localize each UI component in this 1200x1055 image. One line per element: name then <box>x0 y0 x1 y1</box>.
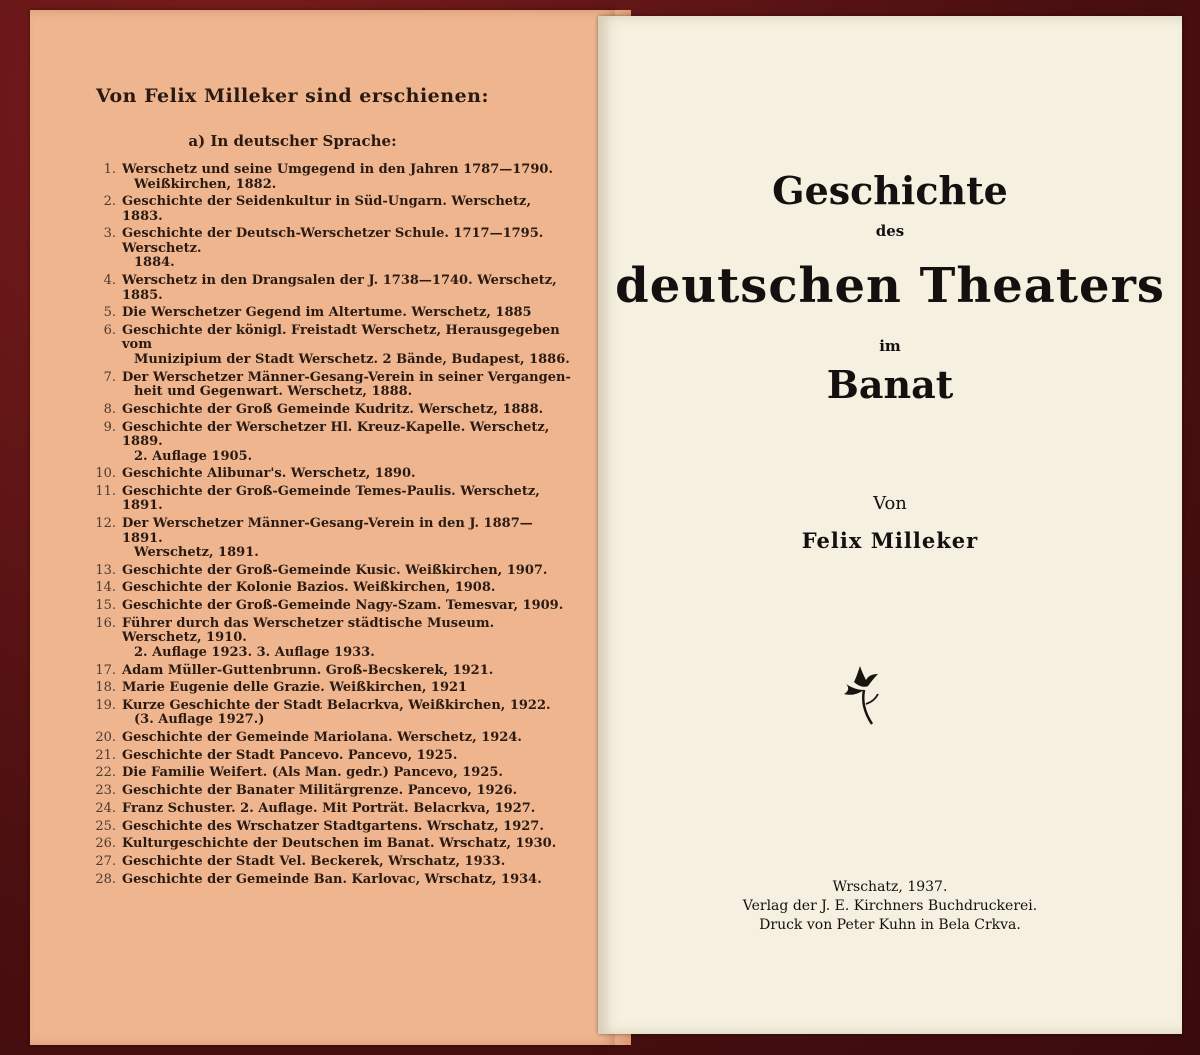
list-item <box>92 274 572 303</box>
work-number: 24. <box>95 800 116 816</box>
list-item <box>92 699 572 728</box>
imprint-printer: Druck von Peter Kuhn in Bela Crkva. <box>759 917 1021 933</box>
imprint-publisher: Verlag der J. E. Kirchners Buchdruckerei. <box>742 898 1038 914</box>
work-number: 26. <box>95 836 116 852</box>
work-title: Die Familie Weifert. (Als Man. gedr.) Pancevo, 1925. <box>122 765 503 781</box>
list-item <box>92 802 572 817</box>
work-title: Geschichte der Seidenkultur in Süd-Ungarn. Werschetz, 1883. <box>122 194 531 224</box>
list-item <box>92 731 572 746</box>
work-title-continuation: 2. Auflage 1923. 3. Auflage 1933. <box>134 644 375 660</box>
list-item <box>92 766 572 781</box>
work-number: 17. <box>95 662 116 678</box>
imprint-place: Wrschatz, 1937. <box>832 879 948 895</box>
work-title: Geschichte der Gemeinde Mariolana. Werschetz, 1924. <box>122 730 522 746</box>
work-title: Die Werschetzer Gegend im Altertume. Werschetz, 1885 <box>122 305 532 321</box>
works-list <box>92 163 572 890</box>
work-number: 15. <box>95 598 116 614</box>
work-number: 23. <box>95 783 116 799</box>
list-item <box>92 517 572 561</box>
title-des: des <box>875 222 905 240</box>
list-item <box>92 485 572 514</box>
work-title: Geschichte der Werschetzer Hl. Kreuz-Kapelle. Werschetz, 1889. <box>122 419 550 449</box>
work-number: 8. <box>103 401 116 417</box>
work-title: Adam Müller-Guttenbrunn. Groß-Becskerek, 1921. <box>122 662 494 678</box>
work-title-continuation: 1884. <box>134 255 175 271</box>
list-item <box>92 820 572 835</box>
list-item <box>92 195 572 224</box>
work-number: 5. <box>103 305 116 321</box>
work-number: 9. <box>103 419 116 435</box>
list-item <box>92 784 572 799</box>
list-item <box>92 599 572 614</box>
author-name: Felix Milleker <box>801 528 979 553</box>
works-heading: Von Felix Milleker sind erschienen: <box>95 85 489 107</box>
work-title: Geschichte Alibunar's. Werschetz, 1890. <box>122 466 416 482</box>
work-title: Kulturgeschichte der Deutschen im Banat. Wrschatz, 1930. <box>122 836 557 852</box>
work-title: Geschichte der Groß-Gemeinde Temes-Paulis. Werschetz, 1891. <box>122 483 540 514</box>
work-title: Der Werschetzer Männer-Gesang-Verein in seiner Vergangen- <box>122 369 571 385</box>
list-item <box>92 837 572 852</box>
work-number: 20. <box>95 730 116 746</box>
work-number: 3. <box>103 226 116 242</box>
work-title: Werschetz und seine Umgegend in den Jahren 1787—1790. <box>122 162 553 177</box>
list-item <box>92 664 572 679</box>
work-number: 11. <box>95 483 116 499</box>
work-title: Geschichte der königl. Freistadt Werschetz, Herausgegeben vom <box>122 322 560 353</box>
work-title: Geschichte der Banater Militärgrenze. Pancevo, 1926. <box>122 783 518 799</box>
work-number: 27. <box>95 853 116 869</box>
work-number: 2. <box>103 194 116 210</box>
work-number: 19. <box>95 697 116 713</box>
list-item <box>92 749 572 764</box>
list-item <box>92 581 572 596</box>
title-line-deutschen-theaters: deutschen Theaters <box>615 258 1165 314</box>
work-title-continuation: Werschetz, 1891. <box>134 545 259 561</box>
title-line-banat: Banat <box>826 362 954 407</box>
list-item <box>92 855 572 870</box>
work-number: 1. <box>103 162 116 177</box>
list-item <box>92 371 572 400</box>
work-title: Geschichte des Wrschatzer Stadtgartens. Wrschatz, 1927. <box>122 818 544 834</box>
work-title: Geschichte der Kolonie Bazios. Weißkirchen, 1908. <box>122 580 496 596</box>
list-item <box>92 564 572 579</box>
work-number: 7. <box>103 369 116 385</box>
list-item <box>92 403 572 418</box>
work-title: Geschichte der Groß Gemeinde Kudritz. Werschetz, 1888. <box>122 401 544 417</box>
list-item <box>92 873 572 888</box>
title-im: im <box>879 337 901 355</box>
list-item <box>92 324 572 368</box>
work-number: 18. <box>95 680 116 696</box>
work-title-continuation: 2. Auflage 1905. <box>134 448 253 464</box>
work-title: Geschichte der Groß-Gemeinde Kusic. Weißkirchen, 1907. <box>122 562 548 578</box>
work-number: 4. <box>103 273 116 289</box>
work-title-continuation: Weißkirchen, 1882. <box>134 176 277 192</box>
work-title-continuation: (3. Auflage 1927.) <box>134 712 265 728</box>
list-item <box>92 163 572 192</box>
work-title: Marie Eugenie delle Grazie. Weißkirchen, 1921 <box>122 680 468 696</box>
works-subheading: a) In deutscher Sprache: <box>188 132 397 150</box>
list-item <box>92 306 572 321</box>
work-title: Geschichte der Gemeinde Ban. Karlovac, Wrschatz, 1934. <box>122 871 542 887</box>
title-line-geschichte: Geschichte <box>772 168 1008 213</box>
list-item <box>92 681 572 696</box>
work-title: Geschichte der Groß-Gemeinde Nagy-Szam. Temesvar, 1909. <box>122 598 564 614</box>
work-title: Der Werschetzer Männer-Gesang-Verein in den J. 1887—1891. <box>122 516 533 546</box>
work-title: Geschichte der Stadt Vel. Beckerek, Wrschatz, 1933. <box>122 853 506 869</box>
work-number: 16. <box>95 615 116 631</box>
work-number: 6. <box>103 322 116 338</box>
work-number: 25. <box>95 818 116 834</box>
imprint-block <box>598 878 1182 935</box>
work-title: Kurze Geschichte der Stadt Belacrkva, Weißkirchen, 1922. <box>122 697 551 713</box>
list-item <box>92 617 572 661</box>
work-number: 14. <box>95 580 116 596</box>
work-number: 21. <box>95 747 116 763</box>
list-item <box>92 421 572 465</box>
flower-ornament-icon <box>838 660 888 730</box>
work-title: Werschetz in den Drangsalen der J. 1738—1740. Werschetz, 1885. <box>122 273 557 303</box>
work-number: 10. <box>95 466 116 482</box>
work-title-continuation: heit und Gegenwart. Werschetz, 1888. <box>134 384 413 400</box>
work-number: 12. <box>95 516 116 532</box>
work-title: Franz Schuster. 2. Auflage. Mit Porträt. Belacrkva, 1927. <box>122 800 536 816</box>
work-title-continuation: Munizipium der Stadt Werschetz. 2 Bände, Budapest, 1886. <box>134 351 570 367</box>
list-item <box>92 467 572 482</box>
work-title: Geschichte der Deutsch-Werschetzer Schule. 1717—1795. Werschetz. <box>122 226 544 256</box>
work-number: 13. <box>95 562 116 578</box>
work-number: 22. <box>95 765 116 781</box>
by-label: Von <box>873 493 907 514</box>
work-title: Geschichte der Stadt Pancevo. Pancevo, 1925. <box>122 747 458 763</box>
work-number: 28. <box>95 871 116 887</box>
list-item <box>92 227 572 271</box>
work-title: Führer durch das Werschetzer städtische Museum. Werschetz, 1910. <box>122 615 495 646</box>
